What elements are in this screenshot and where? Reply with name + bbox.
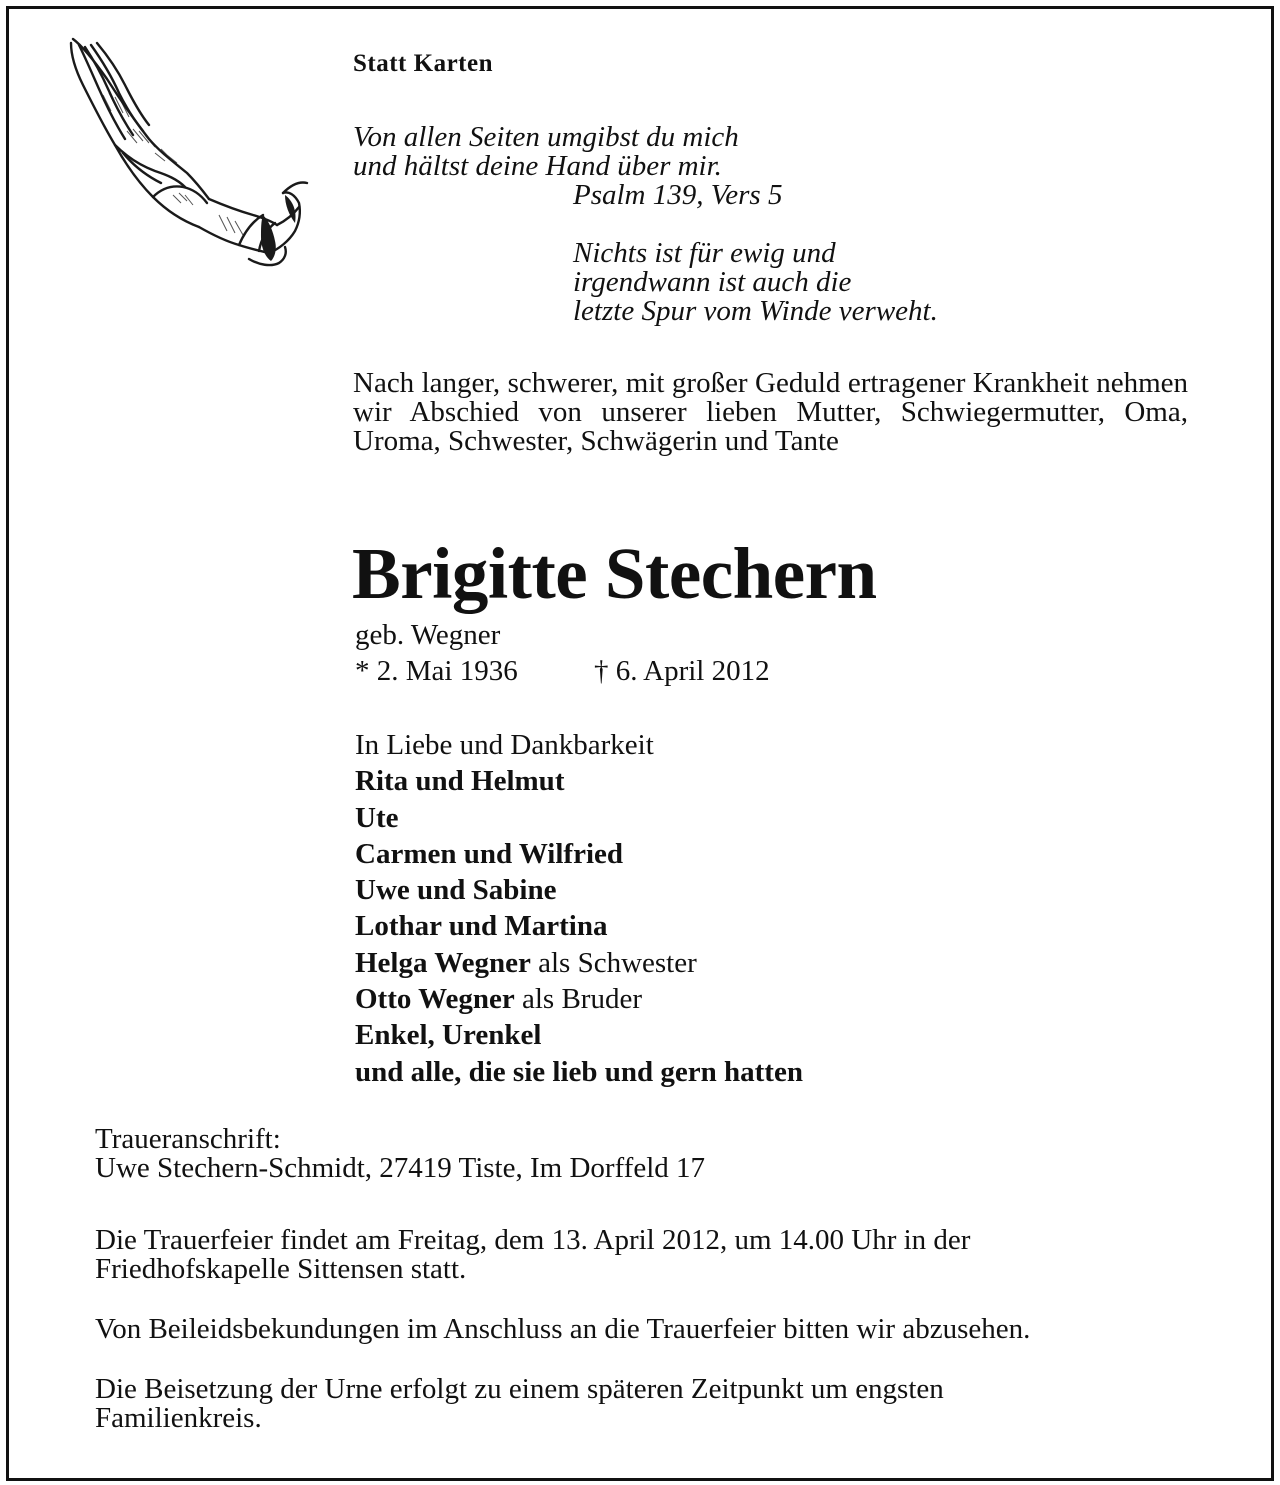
mourner-name: Uwe und Sabine (355, 874, 557, 907)
mourner-relation: als Bruder (514, 983, 642, 1016)
verse-line: irgendwann ist auch die (573, 266, 852, 298)
mourner-entry (355, 763, 803, 799)
mourner-entry (355, 1054, 803, 1090)
verse-line: Nichts ist für ewig und (573, 237, 836, 269)
header-statt-karten: Statt Karten (353, 50, 493, 77)
maiden-name: geb. Wegner (355, 619, 501, 651)
verse-line: und hältst deine Hand über mir. (353, 150, 722, 182)
mourner-entry (355, 836, 803, 872)
mourner-entry (355, 872, 803, 908)
intro-text: Nach langer, schwerer, mit großer Geduld ertragener Krankheit nehmen wir Abschied von unserer lieben Mutter, Schwiegermutter, Oma, Uroma, Schwester, Schwägerin und Tante (353, 367, 1188, 457)
mourner-entry (355, 981, 803, 1017)
mourners-list (355, 727, 803, 1090)
verse-psalm (353, 123, 739, 181)
deceased-name: Brigitte Stechern (352, 533, 877, 614)
mourner-name: Rita und Helmut (355, 765, 565, 798)
ceremony-line: Die Trauerfeier findet am Freitag, dem 13. April 2012, um 14.00 Uhr in der (95, 1224, 971, 1256)
mourner-name: Lothar und Martina (355, 910, 608, 943)
mourner-name: Helga Wegner (355, 946, 531, 979)
condolence-note: Von Beileidsbekundungen im Anschluss an die Trauerfeier bitten wir abzusehen. (95, 1313, 1031, 1345)
mourners-intro: In Liebe und Dankbarkeit (355, 729, 654, 761)
mourner-entry (355, 800, 803, 836)
verse-second (573, 239, 938, 326)
address-value: Uwe Stechern-Schmidt, 27419 Tiste, Im Dorffeld 17 (95, 1152, 706, 1184)
mourning-address (95, 1125, 705, 1183)
mourner-name: Ute (355, 801, 399, 834)
mourner-relation: als Schwester (530, 946, 697, 979)
mourner-entry (355, 945, 803, 981)
ceremony-info (95, 1226, 970, 1284)
address-label: Traueranschrift: (95, 1123, 281, 1155)
mourner-name: Carmen und Wilfried (355, 837, 624, 870)
mourner-name: und alle, die sie lieb und gern hatten (355, 1055, 803, 1088)
burial-note (95, 1375, 1155, 1433)
burial-line: Familienkreis. (95, 1402, 262, 1434)
mourner-name: Enkel, Urenkel (355, 1019, 542, 1052)
ceremony-line: Friedhofskapelle Sittensen statt. (95, 1253, 467, 1285)
verse-line: letzte Spur vom Winde verweht. (573, 295, 938, 327)
death-date: † 6. April 2012 (594, 655, 770, 687)
birth-date: * 2. Mai 1936 (355, 655, 518, 687)
verse-line: Von allen Seiten umgibst du mich (353, 121, 739, 153)
mourner-entry (355, 908, 803, 944)
burial-line: Die Beisetzung der Urne erfolgt zu einem späteren Zeitpunkt um engsten (95, 1373, 944, 1405)
mourner-entry (355, 1017, 803, 1053)
verse-reference: Psalm 139, Vers 5 (573, 179, 783, 211)
praying-hands-icon (63, 35, 309, 267)
mourner-name: Otto Wegner (355, 983, 515, 1016)
